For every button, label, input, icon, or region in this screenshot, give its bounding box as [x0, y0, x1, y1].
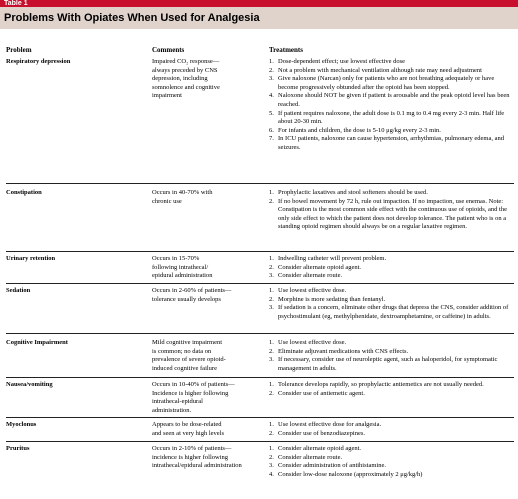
column-header-treatments: Treatments [269, 46, 303, 54]
row-problem: Cognitive Impairment [6, 339, 68, 346]
row-problem: Myoclonus [6, 421, 37, 428]
treatment-item: 2. Morphine is more sedating than fentanyl. [269, 295, 386, 303]
row-comment [152, 339, 262, 373]
treatment-item: 1. Use lowest effective dose. [269, 287, 347, 294]
treatment-item: 3. Consider administration of antihistamine. [269, 462, 386, 470]
row-treatments [269, 381, 515, 398]
treatment-item: 4. Consider low-dose naloxone (approximately 2 μg/kg/h) [269, 470, 423, 478]
treatment-item: 5. If patient requires naloxone, the adult dose is 0.1 mg to 0.4 mg every 2-3 min. Half life about 20-30 min. [269, 109, 505, 126]
row-problem: Pruritus [6, 445, 30, 452]
treatment-item: 1. Indwelling catheter will prevent problem. [269, 255, 387, 262]
treatment-item: 1. Use lowest effective dose for analgesia. [269, 421, 382, 428]
comment-line: tolerance usually develops [152, 295, 221, 303]
row-treatments [269, 339, 515, 373]
row-problem: Constipation [6, 189, 42, 196]
treatment-item: 1. Prophylactic laxatives and stool softeners should be used. [269, 189, 428, 196]
treatment-item: 2. Consider alternate opioid agent. [269, 263, 362, 271]
treatment-item: 6. For infants and children, the dose is 5-10 μg/kg every 2-3 min. [269, 126, 441, 134]
treatment-item: 4. Naloxone should NOT be given if patient is arousable and the peak opioid level has been reached. [269, 92, 510, 108]
row-comment [152, 381, 262, 415]
row-problem: Urinary retention [6, 255, 56, 262]
comment-line: somnolence and cognitive [152, 83, 220, 91]
comment-line: Occurs in 15-70% [152, 255, 200, 262]
comment-line: Appears to be dose-related [152, 421, 222, 428]
table-title-bar [0, 7, 518, 29]
treatment-item: 3. If sedation is a concern, eliminate other drugs that depress the CNS, consider addition of psychostimulant (eg, methylphenidate, dextroamphetamine, or caffeine) in adults. [269, 304, 509, 320]
row-treatments [269, 445, 515, 479]
row-treatments [269, 421, 515, 438]
table-label: Table 1 [4, 0, 28, 7]
comment-line: Impaired CO₂ response— [152, 58, 220, 65]
column-header-comments: Comments [152, 46, 185, 54]
row-problem: Respiratory depression [6, 58, 71, 65]
row-divider [6, 333, 514, 334]
row-comment [152, 287, 262, 304]
treatment-item: 7. In ICU patients, naloxone can cause hypertension, arrhythmias, pulmonary edema, and seizures. [269, 135, 504, 151]
comment-line: intrathecal-epidural [152, 398, 203, 406]
row-comment [152, 255, 262, 281]
row-divider [6, 417, 514, 418]
comment-line: incidence is higher following [152, 453, 228, 461]
treatment-item: 1. Tolerance develops rapidly, so prophylactic antiemetics are not usually needed. [269, 381, 484, 388]
comment-line: always preceded by CNS [152, 66, 218, 74]
treatment-item: 2. Consider use of antiemetic agent. [269, 389, 365, 397]
row-treatments [269, 189, 515, 232]
row-divider [6, 441, 514, 442]
row-problem: Sedation [6, 287, 31, 294]
column-header-problem: Problem [6, 46, 32, 54]
treatment-item: 2. Eliminate adjuvant medications with CNS effects. [269, 347, 409, 355]
comment-line: Occurs in 10-40% of patients— [152, 381, 235, 388]
treatment-item: 1. Consider alternate opioid agent. [269, 445, 362, 452]
row-divider [6, 183, 514, 184]
treatment-item: 2. Consider use of benzodiazepines. [269, 429, 366, 437]
comment-line: is common; no data on [152, 347, 212, 355]
comment-line: depression, including [152, 75, 208, 83]
comment-line: Occurs in 40-70% with [152, 189, 213, 196]
comment-line: chronic use [152, 197, 182, 205]
treatment-item: 3. Consider alternate route. [269, 272, 343, 280]
row-treatments [269, 58, 515, 153]
comment-line: impairment [152, 92, 182, 100]
row-divider [6, 283, 514, 284]
comment-line: Incidence is higher following [152, 389, 229, 397]
row-treatments [269, 255, 515, 281]
row-comment [152, 421, 262, 438]
comment-line: Occurs in 2-60% of patients— [152, 287, 232, 294]
comment-line: prevalence of severe opioid- [152, 356, 226, 364]
row-comment [152, 58, 262, 101]
comment-line: intrathecal/epidural administration [152, 462, 242, 470]
comment-line: administration. [152, 406, 192, 414]
row-treatments [269, 287, 515, 321]
treatment-item: 2. Consider alternate route. [269, 453, 343, 461]
comment-line: Occurs in 2-10% of patients— [152, 445, 232, 452]
treatment-item: 2. Not a problem with mechanical ventilation although rate may need adjustment [269, 66, 482, 74]
comment-line: Mild cognitive impairment [152, 339, 223, 346]
row-comment [152, 445, 262, 471]
treatment-item: 3. If necessary, consider use of neuroleptic agent, such as haloperidol, for symptomatic management in adults. [269, 356, 498, 372]
row-comment [152, 189, 262, 206]
comment-line: epidural administration [152, 272, 213, 280]
row-problem: Nausea/vomiting [6, 381, 53, 388]
treatment-item: 1. Use lowest effective dose. [269, 339, 347, 346]
table-label-bar [0, 0, 518, 7]
treatment-item: 1. Dose-dependent effect; use lowest effective dose [269, 58, 406, 65]
comment-line: and seen at very high levels [152, 429, 225, 437]
row-divider [6, 251, 514, 252]
table-title: Problems With Opiates When Used for Analgesia [4, 12, 260, 24]
treatment-item: 2. If no bowel movement by 72 h, rule out impaction. If no impaction, use enemas. Note: Constipation is the most common side effect with the continuous use of opioids, and the only side effect to which the patient does not develop tolerance. The patient who is on a standing opioid regimen should always be on a regular laxative regimen. [269, 197, 507, 231]
comment-line: following intrathecal/ [152, 263, 209, 271]
row-divider [6, 377, 514, 378]
comment-line: induced cognitive failure [152, 364, 217, 372]
treatment-item: 3. Give naloxone (Narcan) only for patients who are not breathing adequately or have become progressively obtunded after the opioid has been stopped. [269, 75, 495, 91]
